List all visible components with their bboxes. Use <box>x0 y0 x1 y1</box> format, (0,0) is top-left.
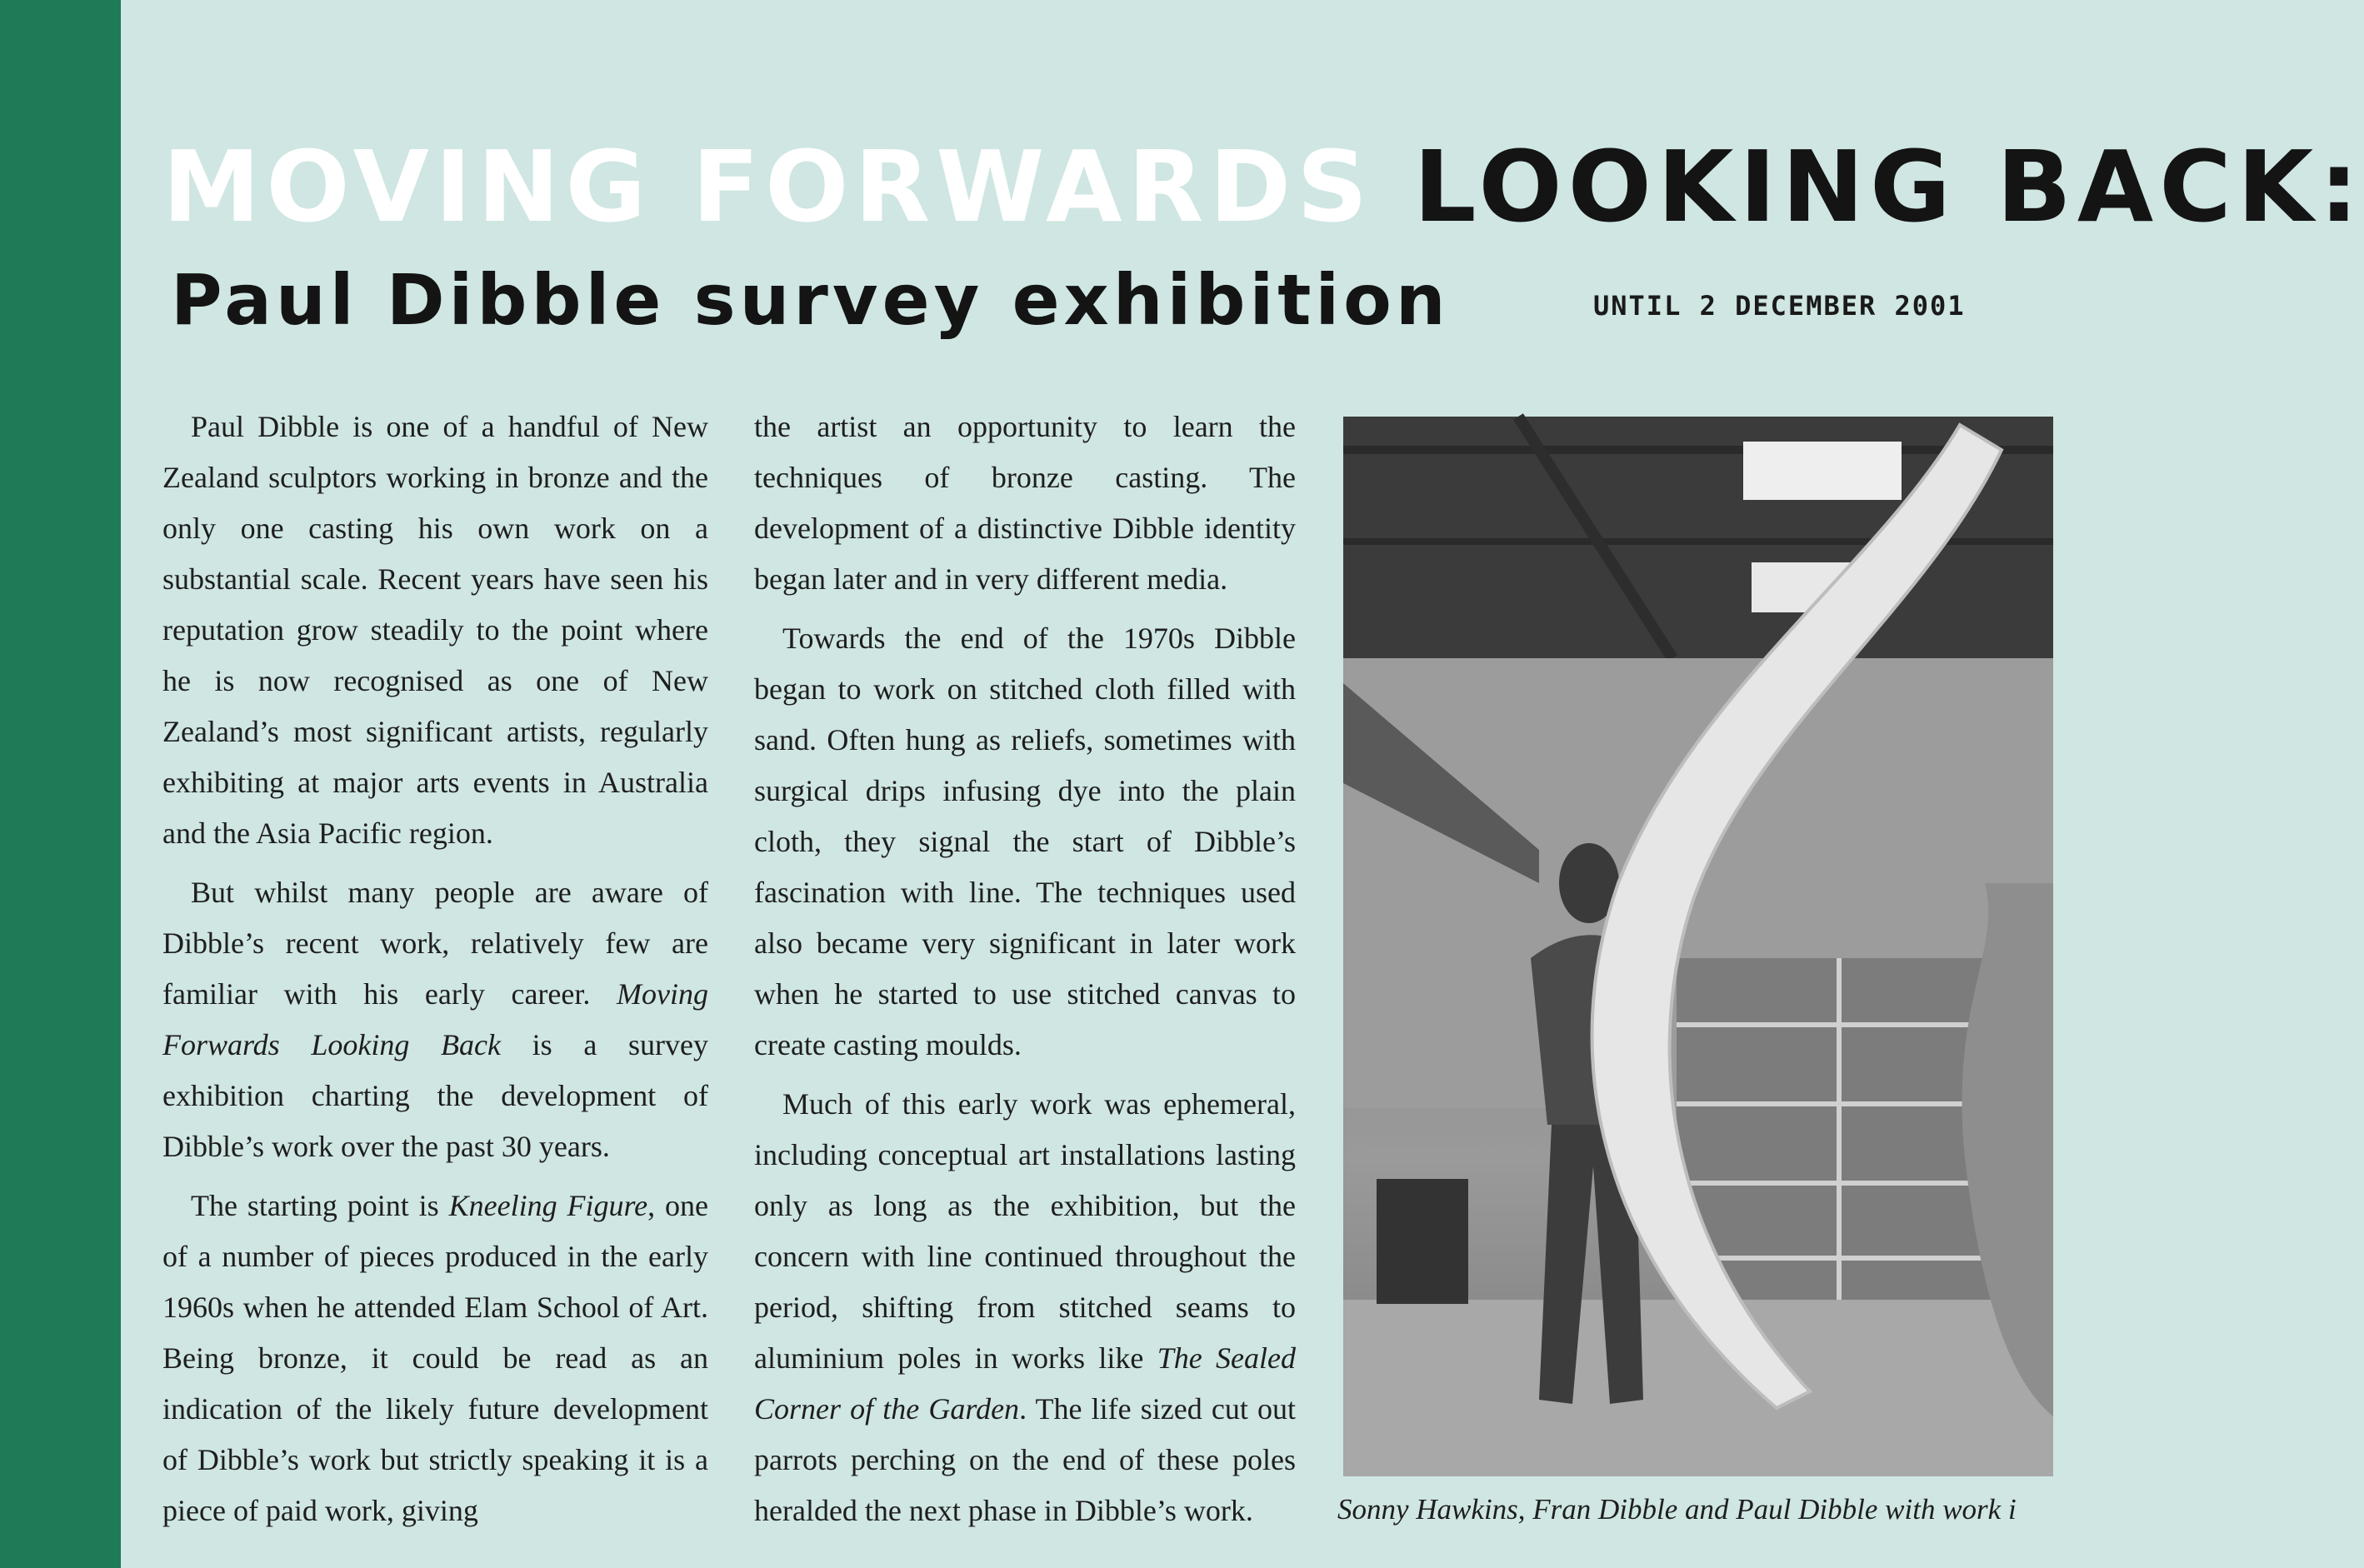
paragraph-text: But whilst many people are aware of Dibble’s recent work, relatively few are familiar with his early career. <box>162 876 708 1011</box>
article-paragraph <box>162 867 708 1172</box>
paragraph-text: Much of this early work was ephemeral, including conceptual art installations lasting only as long as the exhibition, but the concern with line continued throughout the period, shifting from stitched seams to aluminium poles in works like <box>754 1087 1296 1375</box>
article-paragraph <box>754 613 1296 1071</box>
title-dark-part: LOOKING BACK: <box>1413 129 2364 244</box>
exhibition-title <box>162 129 2364 244</box>
article-column-2 <box>754 402 1296 1545</box>
work-title: Kneeling Figure <box>448 1189 648 1222</box>
exhibition-subtitle: Paul Dibble survey exhibition <box>171 259 1450 341</box>
title-light-part: MOVING FORWARDS <box>162 129 1374 244</box>
paragraph-text: is a survey exhibition charting the development of Dibble’s work over the past 30 years. <box>162 1028 708 1163</box>
article-paragraph <box>162 1181 708 1536</box>
paragraph-text: , one of a number of pieces produced in the early 1960s when he attended Elam School of Art. Being bronze, it could be read as an indication of the likely future development of Dibble’s work but strictly speaking it is a piece of paid work, giving <box>162 1189 709 1527</box>
left-green-band <box>0 0 121 1568</box>
paragraph-text: The starting point is <box>191 1189 449 1222</box>
article-column-1 <box>162 402 708 1545</box>
work-title: Moving Forwards Looking Back <box>162 977 708 1061</box>
photo-caption: Sonny Hawkins, Fran Dibble and Paul Dibble with work i <box>1337 1493 2017 1526</box>
paragraph-text: the artist an opportunity to learn the techniques of bronze casting. The development of a distinctive Dibble identity began later and in very different media. <box>754 410 1296 596</box>
article-paragraph <box>754 402 1296 605</box>
exhibition-date: UNTIL 2 DECEMBER 2001 <box>1593 290 1966 322</box>
article-paragraph <box>754 1079 1296 1536</box>
studio-photo <box>1343 417 2053 1476</box>
paragraph-text: . The life sized cut out parrots perching on the end of these poles heralded the next phase in Dibble’s work. <box>754 1392 1296 1527</box>
paragraph-text: Towards the end of the 1970s Dibble began to work on stitched cloth filled with sand. Often hung as reliefs, sometimes with surgical drips infusing dye into the plain cloth, they signal the start of Dibble’s fascination with line. The techniques used also became very significant in later work when he started to use stitched canvas to create casting moulds. <box>754 622 1296 1061</box>
article-paragraph <box>162 402 708 859</box>
work-title: The Sealed Corner of the Garden <box>754 1341 1296 1426</box>
paragraph-text: Paul Dibble is one of a handful of New Zealand sculptors working in bronze and the only one casting his own work on a substantial scale. Recent years have seen his reputation grow steadily to the point where he is now recognised as one of New Zealand’s most significant artists, regularly exhibiting at major arts events in Australia and the Asia Pacific region. <box>162 410 708 850</box>
